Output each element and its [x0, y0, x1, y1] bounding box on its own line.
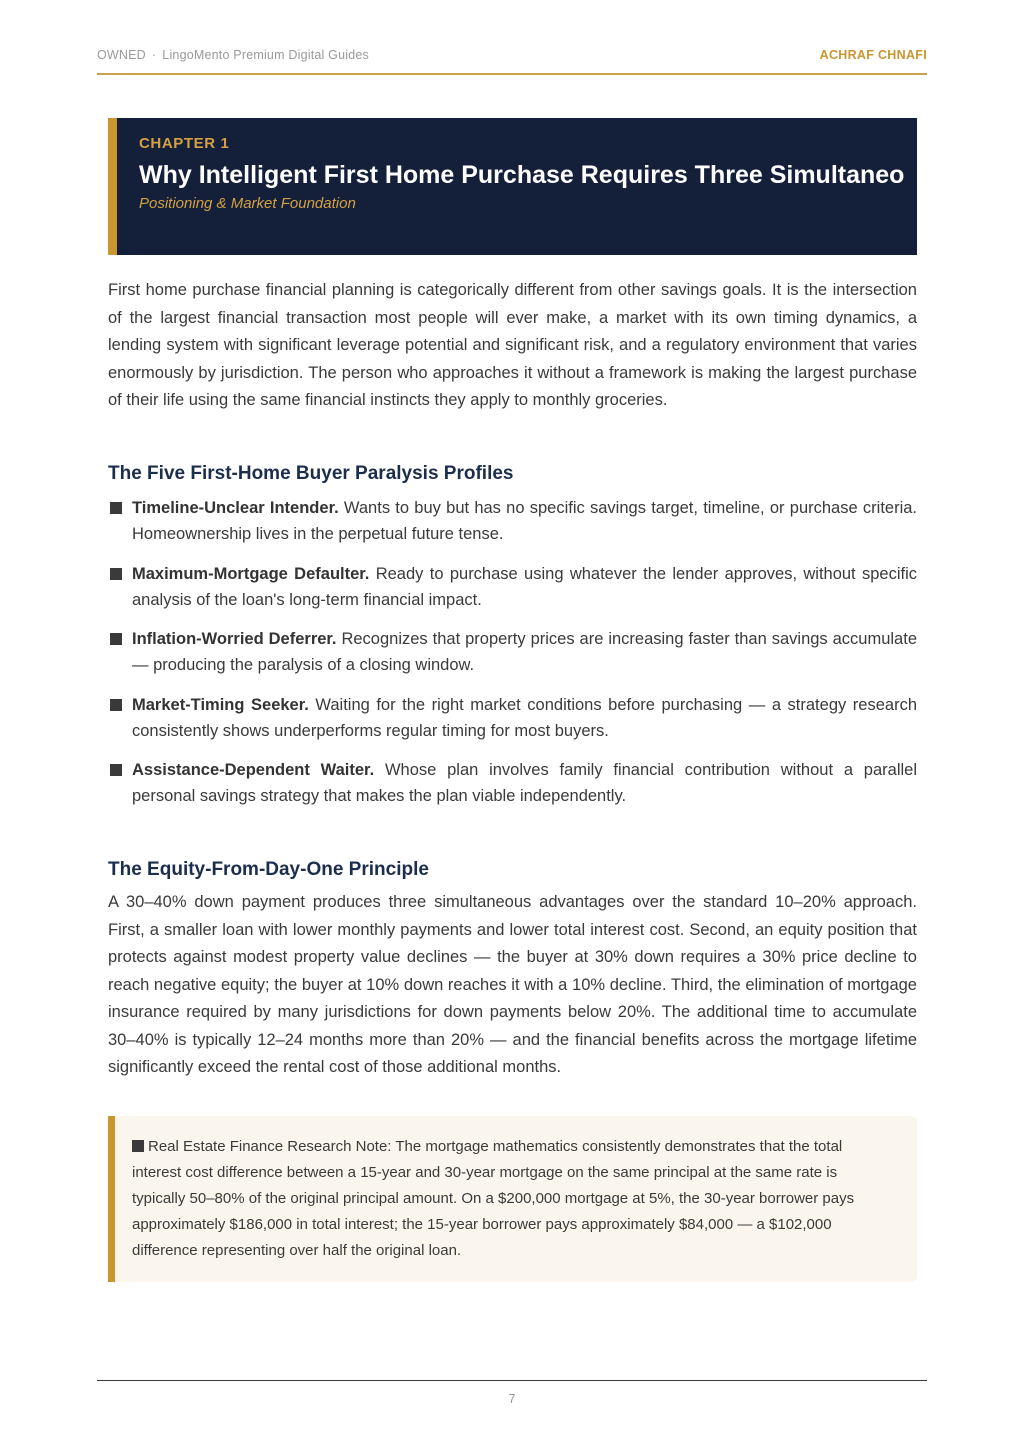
research-note-callout: [108, 1116, 917, 1282]
equity-section: [108, 857, 917, 1082]
list-item: [108, 692, 917, 744]
profile-description: Wants to buy but has no specific savings target, timeline, or purchase criteria. Homeownership lives in the perpetual future tense.: [132, 499, 917, 543]
profile-term: Maximum-Mortgage Defaulter.: [132, 564, 370, 583]
owned-label: OWNED: [97, 48, 146, 62]
profile-description: Waiting for the right market conditions before purchasing — a strategy research consistently shows underperforms regular timing for most buyers.: [132, 695, 917, 740]
chapter-banner: [108, 118, 917, 255]
profile-description: Recognizes that property prices are increasing faster than savings accumulate — producing the paralysis of a closing window.: [132, 630, 917, 674]
equity-paragraph: A 30–40% down payment produces three simultaneous advantages over the standard 10–20% approach. First, a smaller loan with lower monthly payments and lower total interest cost. Second, an equity position that protects against modest property value declines — the buyer at 30% down requires a 30% price decline to reach negative equity; the buyer at 10% down reaches it with a 10% decline. Third, the elimination of mortgage insurance required by many jurisdictions for down payments below 20%. The additional time to accumulate 30–40% is typically 12–24 months more than 20% — and the financial benefits across the mortgage lifetime significantly exceed the rental cost of those additional months.: [108, 893, 917, 1076]
chapter-subtitle: Positioning & Market Foundation: [139, 195, 356, 212]
list-item: [108, 757, 917, 809]
square-bullet-icon: [110, 633, 122, 645]
profile-term: Market-Timing Seeker.: [132, 695, 309, 714]
profiles-heading: The Five First-Home Buyer Paralysis Profiles: [108, 463, 514, 484]
square-bullet-icon: [110, 568, 122, 580]
author-name: ACHRAF CHNAFI: [819, 48, 927, 62]
intro-section: [108, 277, 917, 415]
publication-label: [97, 48, 369, 62]
publication-title: LingoMento Premium Digital Guides: [162, 48, 369, 62]
list-item: [108, 561, 917, 613]
square-bullet-icon: [110, 502, 122, 514]
profile-description: Whose plan involves family financial contribution without a parallel personal savings strategy that makes the plan viable independently.: [132, 761, 917, 805]
header-separator: ·: [151, 48, 157, 62]
profile-term: Assistance-Dependent Waiter.: [132, 761, 375, 779]
square-bullet-icon: [110, 764, 122, 776]
list-item: [108, 626, 917, 678]
chapter-title: Why Intelligent First Home Purchase Requires Three Simultaneo: [139, 161, 905, 189]
research-note: [132, 1134, 889, 1264]
running-header: [97, 48, 927, 75]
profile-list: [108, 495, 917, 809]
square-bullet-icon: [110, 699, 122, 711]
profile-description: Ready to purchase using whatever the lender approves, without specific analysis of the loan's long-term financial impact.: [132, 564, 917, 609]
profile-term: Timeline-Unclear Intender.: [132, 499, 339, 517]
chapter-label: CHAPTER 1: [139, 135, 230, 152]
square-bullet-icon: [132, 1140, 144, 1152]
page-number: 7: [508, 1392, 516, 1406]
profiles-section: [108, 461, 917, 823]
footer-divider: [97, 1380, 927, 1381]
research-note-text: Real Estate Finance Research Note: The mortgage mathematics consistently demonstrates that the total interest cost difference between a 15-year and 30-year mortgage on the same principal at the same rate is typically 50–80% of the original principal amount. On a $200,000 mortgage at 5%, the 30-year borrower pays approximately $186,000 in total interest; the 15-year borrower pays approximately $84,000 — a $102,000 difference representing over half the original loan.: [132, 1138, 855, 1259]
intro-paragraph: First home purchase financial planning is categorically different from other savings goals. It is the intersection of the largest financial transaction most people will ever make, a market with its own timing dynamics, a lending system with significant leverage potential and significant risk, and a regulatory environment that varies enormously by jurisdiction. The person who approaches it without a framework is making the largest purchase of their life using the same financial instincts they apply to monthly groceries.: [108, 281, 917, 409]
profile-term: Inflation-Worried Deferrer.: [132, 630, 337, 648]
equity-heading: The Equity-From-Day-One Principle: [108, 859, 429, 880]
list-item: [108, 495, 917, 547]
